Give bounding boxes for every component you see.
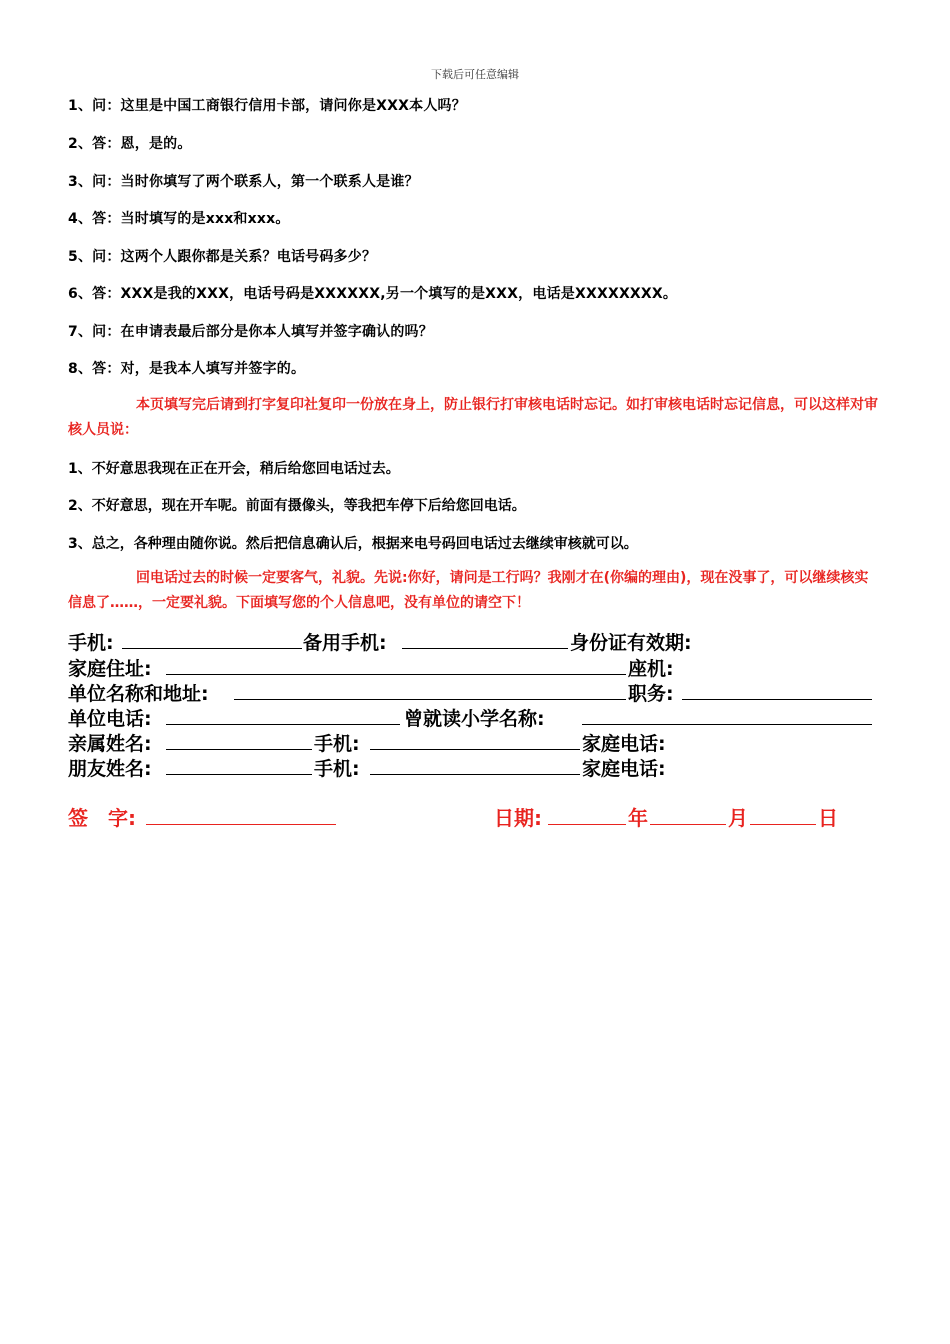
tip-line-3: 3、总之，各种理由随你说。然后把信息确认后，根据来电号码回电话过去继续审核就可以。 <box>68 536 638 552</box>
qa-line-7: 7、问：在申请表最后部分是你本人填写并签字确认的吗？ <box>68 324 433 340</box>
company-phone-field[interactable] <box>166 706 400 725</box>
date-label: 日期: <box>494 806 542 830</box>
qa-line-5: 5、问：这两个人跟你都是关系？电话号码多少？ <box>68 249 377 265</box>
tip-line-1: 1、不好意思我现在正在开会，稍后给您回电话过去。 <box>68 461 400 477</box>
form-row-friend <box>68 754 878 780</box>
form-row-relative <box>68 729 878 755</box>
form-row-mobile <box>68 628 878 654</box>
friend-name-label: 朋友姓名: <box>68 758 152 780</box>
primary-school-label: 曾就读小学名称: <box>404 708 545 730</box>
date-month-label: 月 <box>728 806 748 830</box>
qa-line-1: 1、问：这里是中国工商银行信用卡部，请问你是XXX本人吗？ <box>68 98 466 114</box>
position-field[interactable] <box>682 681 872 700</box>
company-name-address-label: 单位名称和地址: <box>68 683 209 705</box>
date-year-label: 年 <box>628 806 648 830</box>
friend-mobile-label: 手机: <box>314 758 360 780</box>
primary-school-field[interactable] <box>582 706 872 725</box>
relative-name-label: 亲属姓名: <box>68 733 152 755</box>
home-address-label: 家庭住址: <box>68 658 152 680</box>
form-row-company-phone <box>68 704 878 730</box>
notice-callback: 回电话过去的时候一定要客气，礼貌。先说:你好，请问是工行吗？我刚才在(你编的理由)，现在没事了，可以继续核实信息了……，一定要礼貌。下面填写您的个人信息吧，没有单位的请空下！ <box>68 570 869 611</box>
date-day-label: 日 <box>818 806 838 830</box>
home-address-field[interactable] <box>166 656 626 675</box>
mobile-field[interactable] <box>122 630 302 649</box>
mobile-label: 手机: <box>68 632 114 654</box>
landline-label: 座机: <box>628 658 674 680</box>
date-year-field[interactable] <box>548 804 626 825</box>
date-month-field[interactable] <box>650 804 726 825</box>
friend-mobile-field[interactable] <box>370 756 580 775</box>
date-day-field[interactable] <box>750 804 816 825</box>
relative-mobile-label: 手机: <box>314 733 360 755</box>
relative-mobile-field[interactable] <box>370 731 580 750</box>
qa-line-4: 4、答：当时填写的是xxx和xxx。 <box>68 211 290 227</box>
position-label: 职务: <box>628 683 674 705</box>
backup-mobile-label: 备用手机: <box>303 632 387 654</box>
relative-home-phone-label: 家庭电话: <box>582 733 666 755</box>
form-row-home <box>68 654 878 680</box>
company-phone-label: 单位电话: <box>68 708 152 730</box>
notice-copy-reminder: 本页填写完后请到打字复印社复印一份放在身上，防止银行打审核电话时忘记。如打审核电话时忘记信息，可以这样对审核人员说： <box>68 397 878 438</box>
qa-line-2: 2、答：恩，是的。 <box>68 136 192 152</box>
form-row-company <box>68 679 878 705</box>
qa-line-6: 6、答：XXX是我的XXX，电话号码是XXXXXX,另一个填写的是XXX，电话是XXXXXXXX。 <box>68 286 678 302</box>
friend-home-phone-label: 家庭电话: <box>582 758 666 780</box>
backup-mobile-field[interactable] <box>402 630 568 649</box>
page-header: 下载后可任意编辑 <box>431 68 519 81</box>
friend-name-field[interactable] <box>166 756 312 775</box>
signature-label: 签 字: <box>68 806 136 830</box>
company-name-address-field[interactable] <box>234 681 626 700</box>
qa-line-8: 8、答：对，是我本人填写并签字的。 <box>68 361 306 377</box>
signature-field[interactable] <box>146 804 336 825</box>
tip-line-2: 2、不好意思，现在开车呢。前面有摄像头，等我把车停下后给您回电话。 <box>68 498 526 514</box>
relative-name-field[interactable] <box>166 731 312 750</box>
qa-line-3: 3、问：当时你填写了两个联系人，第一个联系人是谁？ <box>68 174 419 190</box>
id-validity-label: 身份证有效期: <box>570 632 692 654</box>
